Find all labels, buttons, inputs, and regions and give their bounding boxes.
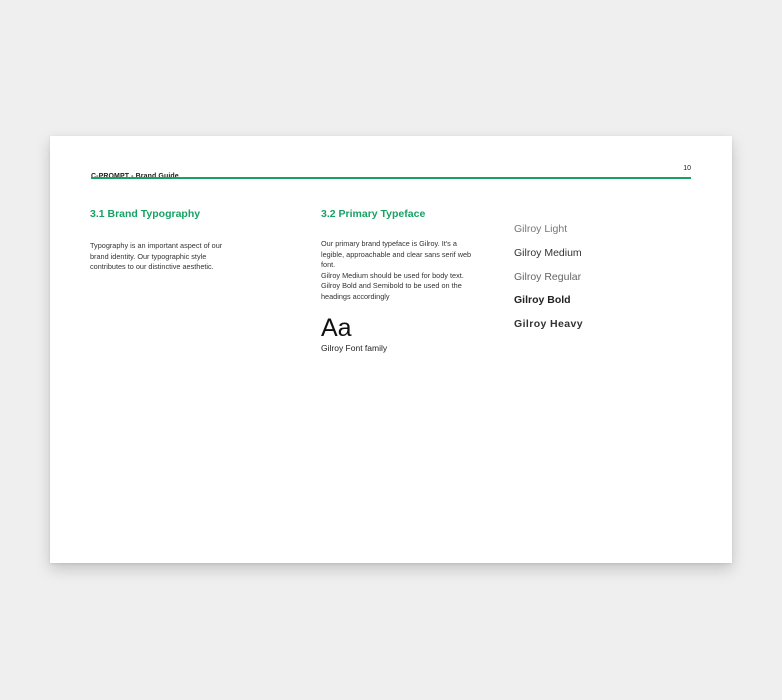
section-heading-primary-typeface: 3.2 Primary Typeface [321,208,426,220]
weight-bold: Gilroy Bold [514,294,571,307]
type-specimen-caption: Gilroy Font family [321,343,388,353]
brand-guide-page [50,136,732,563]
section-body-brand-typography: Typography is an important aspect of our brand identity. Our typographic style contributes to our distinctive aesthetic. [90,241,223,271]
section-body-primary-typeface [321,239,479,302]
header-divider [91,177,691,179]
weight-regular: Gilroy Regular [514,270,582,283]
page-header [91,165,691,183]
font-weight-list [514,221,583,340]
page-number: 10 [683,165,691,172]
weight-light: Gilroy Light [514,223,568,235]
type-specimen: Aa [321,314,352,342]
weight-heavy: Gilroy Heavy [514,318,583,331]
section-heading-brand-typography: 3.1 Brand Typography [90,208,201,220]
typeface-usage: Gilroy Medium should be used for body text. Gilroy Bold and Semibold to be used on the headings accordingly [321,270,464,301]
weight-medium: Gilroy Medium [514,246,582,259]
typeface-description: Our primary brand typeface is Gilroy. It's a legible, approachable and clear sans serif web font. [321,239,472,269]
